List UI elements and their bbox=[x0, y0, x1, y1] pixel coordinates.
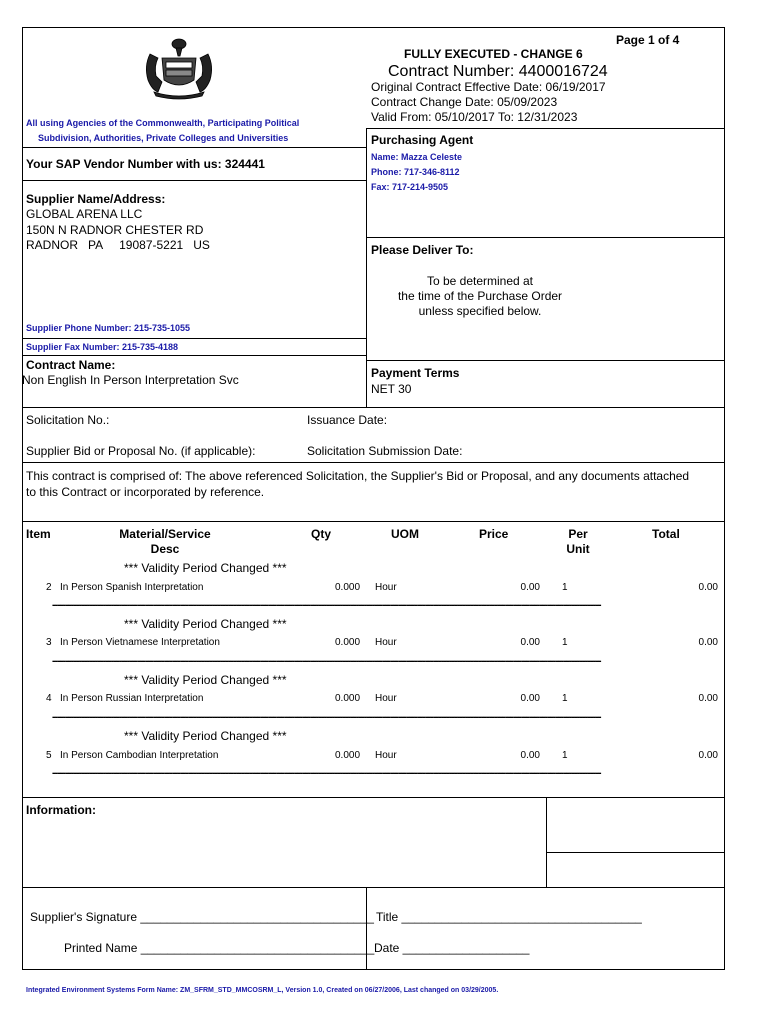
row-uom: Hour bbox=[375, 693, 397, 704]
submission-date: Solicitation Submission Date: bbox=[307, 444, 463, 458]
row-note: *** Validity Period Changed *** bbox=[124, 673, 287, 687]
deliver-to-heading: Please Deliver To: bbox=[371, 243, 474, 257]
title-line: Title ____________________________________ bbox=[376, 910, 642, 924]
col-per-2: Unit bbox=[566, 542, 590, 556]
row-separator: -------------------------------------------------------------------------------------------------------------------------------------------------------------------------------------------------------------- bbox=[52, 768, 601, 779]
row-uom: Hour bbox=[375, 637, 397, 648]
row-item-number: 2 bbox=[46, 582, 52, 593]
row-total: 0.00 bbox=[698, 693, 718, 704]
sap-vendor-number: Your SAP Vendor Number with us: 324441 bbox=[26, 157, 265, 171]
col-desc-1: Material/Service bbox=[119, 527, 211, 541]
row-price: 0.00 bbox=[520, 750, 540, 761]
row-qty: 0.000 bbox=[335, 582, 361, 593]
col-uom: UOM bbox=[391, 527, 419, 541]
row-per: 1 bbox=[562, 582, 568, 593]
supplier-name: GLOBAL ARENA LLC bbox=[26, 207, 143, 221]
col-price: Price bbox=[479, 527, 509, 541]
row-qty: 0.000 bbox=[335, 750, 361, 761]
row-separator: -------------------------------------------------------------------------------------------------------------------------------------------------------------------------------------------------------------- bbox=[52, 600, 601, 611]
supplier-signature-line: Supplier's Signature ___________________________________ bbox=[30, 910, 374, 924]
row-description: In Person Russian Interpretation bbox=[60, 693, 204, 704]
row-price: 0.00 bbox=[520, 693, 540, 704]
row-separator: -------------------------------------------------------------------------------------------------------------------------------------------------------------------------------------------------------------- bbox=[52, 712, 601, 723]
contract-change-date: Contract Change Date: 05/09/2023 bbox=[371, 95, 558, 109]
purchasing-agent-heading: Purchasing Agent bbox=[371, 133, 474, 147]
contract-name-heading: Contract Name: bbox=[26, 358, 116, 372]
row-qty: 0.000 bbox=[335, 693, 361, 704]
col-qty: Qty bbox=[311, 527, 332, 541]
agencies-line-2: Subdivision, Authorities, Private Colleges and Universities bbox=[38, 133, 289, 143]
supplier-city: RADNOR PA 19087-5221 US bbox=[26, 238, 210, 252]
payment-terms-heading: Payment Terms bbox=[371, 366, 460, 380]
date-line: Date ___________________ bbox=[374, 941, 530, 955]
contract-name-value: Non English In Person Interpretation Svc bbox=[22, 373, 239, 387]
row-item-number: 5 bbox=[46, 750, 52, 761]
col-item: Item bbox=[26, 527, 51, 541]
contract-comprised-text-2: to this Contract or incorporated by reference. bbox=[26, 485, 265, 499]
col-total: Total bbox=[652, 527, 680, 541]
row-item-number: 3 bbox=[46, 637, 52, 648]
col-per-1: Per bbox=[568, 527, 588, 541]
row-note: *** Validity Period Changed *** bbox=[124, 729, 287, 743]
page-indicator: Page 1 of 4 bbox=[616, 33, 680, 47]
row-per: 1 bbox=[562, 637, 568, 648]
form-footer: Integrated Environment Systems Form Name: ZM_SFRM_STD_MMCOSRM_L, Version 1.0, Created on 06/27/2006, Last changed on 03/29/2005. bbox=[26, 987, 499, 994]
row-total: 0.00 bbox=[698, 637, 718, 648]
row-description: In Person Cambodian Interpretation bbox=[60, 750, 219, 761]
row-total: 0.00 bbox=[698, 750, 718, 761]
row-per: 1 bbox=[562, 750, 568, 761]
col-desc-2: Desc bbox=[150, 542, 180, 556]
valid-period: Valid From: 05/10/2017 To: 12/31/2023 bbox=[371, 110, 578, 124]
row-description: In Person Spanish Interpretation bbox=[60, 582, 204, 593]
row-qty: 0.000 bbox=[335, 637, 361, 648]
printed-name-line: Printed Name ___________________________________ bbox=[64, 941, 375, 955]
row-price: 0.00 bbox=[520, 582, 540, 593]
row-uom: Hour bbox=[375, 750, 397, 761]
row-item-number: 4 bbox=[46, 693, 52, 704]
row-total: 0.00 bbox=[698, 582, 718, 593]
row-price: 0.00 bbox=[520, 637, 540, 648]
deliver-line-2: the time of the Purchase Order bbox=[397, 289, 563, 303]
row-description: In Person Vietnamese Interpretation bbox=[60, 637, 220, 648]
contract-status: FULLY EXECUTED - CHANGE 6 bbox=[404, 47, 583, 61]
original-effective-date: Original Contract Effective Date: 06/19/2017 bbox=[371, 80, 606, 94]
supplier-phone: Supplier Phone Number: 215-735-1055 bbox=[26, 323, 191, 333]
supplier-fax: Supplier Fax Number: 215-735-4188 bbox=[26, 342, 179, 352]
commonwealth-seal bbox=[140, 36, 218, 100]
deliver-line-1: To be determined at bbox=[426, 274, 534, 288]
row-separator: -------------------------------------------------------------------------------------------------------------------------------------------------------------------------------------------------------------- bbox=[52, 656, 601, 667]
agencies-line-1: All using Agencies of the Commonwealth, Participating Political bbox=[26, 118, 300, 128]
contract-number: Contract Number: 4400016724 bbox=[388, 63, 608, 80]
supplier-street: 150N N RADNOR CHESTER RD bbox=[26, 223, 204, 237]
issuance-date: Issuance Date: bbox=[307, 413, 388, 427]
supplier-heading: Supplier Name/Address: bbox=[26, 192, 166, 206]
row-note: *** Validity Period Changed *** bbox=[124, 617, 287, 631]
row-uom: Hour bbox=[375, 582, 397, 593]
payment-terms-value: NET 30 bbox=[371, 382, 412, 396]
contract-comprised-text-1: This contract is comprised of: The above referenced Solicitation, the Supplier's Bid or Proposal, and any documents attached bbox=[26, 469, 690, 483]
agent-name: Name: Mazza Celeste bbox=[371, 152, 463, 162]
agent-phone: Phone: 717-346-8112 bbox=[371, 167, 460, 177]
information-label: Information: bbox=[26, 803, 96, 817]
deliver-line-3: unless specified below. bbox=[418, 304, 542, 318]
row-per: 1 bbox=[562, 693, 568, 704]
row-note: *** Validity Period Changed *** bbox=[124, 561, 287, 575]
agent-fax: Fax: 717-214-9505 bbox=[371, 182, 449, 192]
supplier-bid-number: Supplier Bid or Proposal No. (if applicable): bbox=[26, 444, 256, 458]
solicitation-number: Solicitation No.: bbox=[26, 413, 110, 427]
